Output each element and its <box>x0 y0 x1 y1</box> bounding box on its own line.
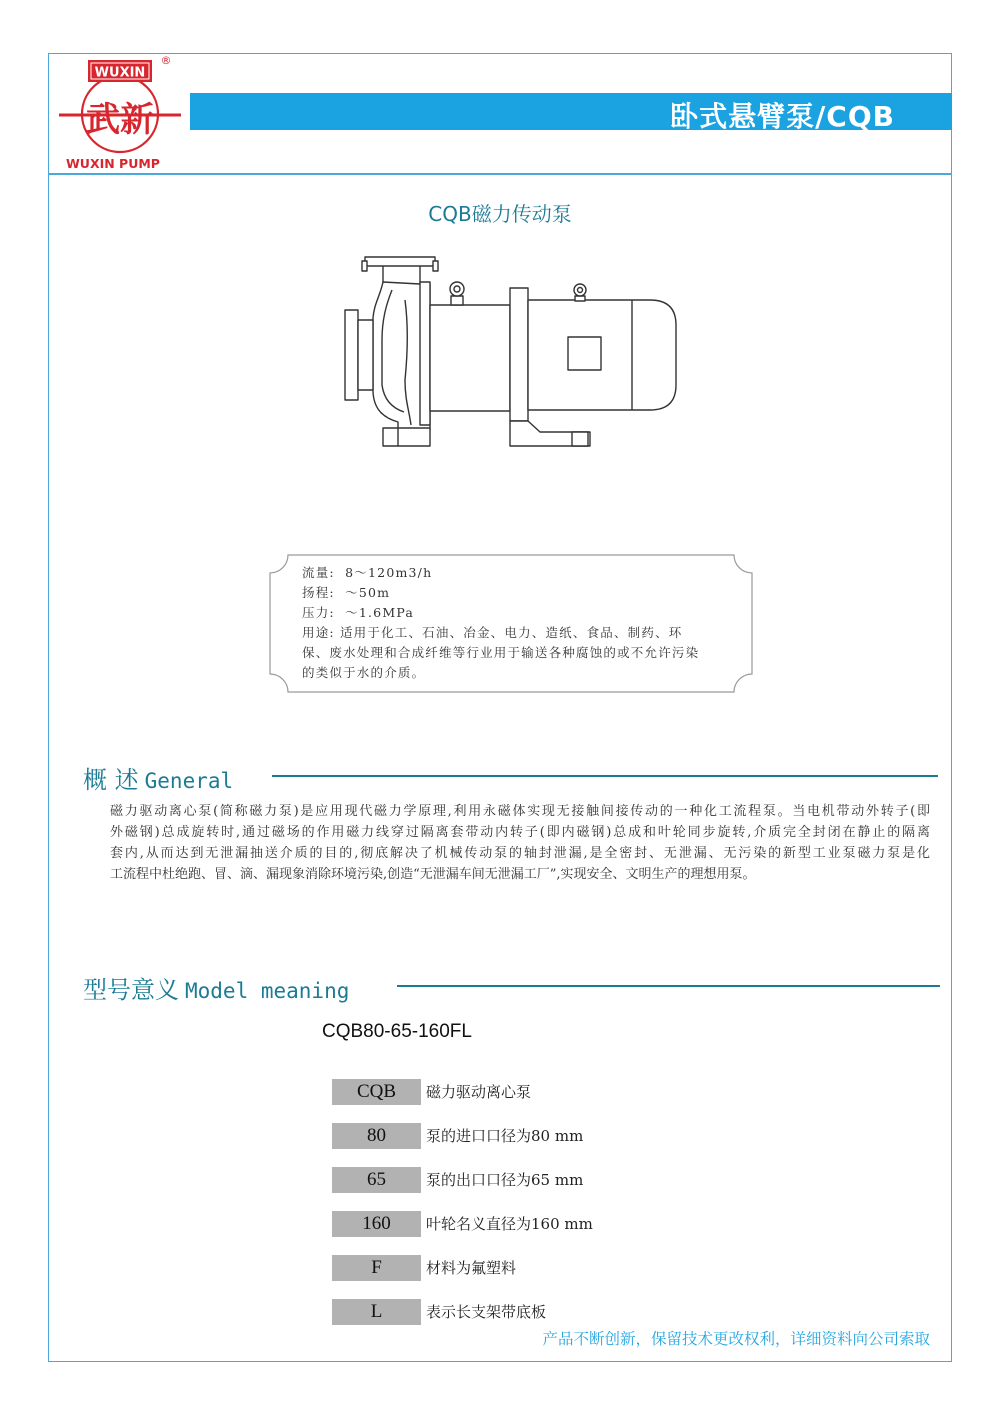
footer-note: 产品不断创新，保留技术更改权利，详细资料向公司索取 <box>542 1330 930 1348</box>
model-heading-en: Model meaning <box>185 979 350 1003</box>
model-meaning-cell: 材料为氟塑料 <box>426 1259 517 1277</box>
wuxin-logo <box>55 52 185 172</box>
model-meaning-cell: 叶轮名义直径为160 mm <box>426 1215 593 1233</box>
model-meaning-cell: 磁力驱动离心泵 <box>426 1083 532 1101</box>
motor-foot <box>510 421 590 446</box>
overview-line-4: 工流程中杜绝跑、冒、滴、漏现象消除环境污染,创造“无泄漏车间无泄漏工厂”,实现安全、文明生产的理想用泵。 <box>110 867 756 882</box>
overview-heading-en: General <box>144 769 234 793</box>
overview-line-2: 外磁钢)总成旋转时,通过磁场的作用磁力线穿过隔离套带动内转子(即内磁钢)总成和叶轮同步旋转,介质完全封闭在静止的隔离 <box>110 825 930 840</box>
spec-flow: 流量: 8～120m3/h <box>302 565 433 580</box>
spec-pressure: 压力: ～1.6MPa <box>302 605 415 620</box>
model-meaning-cell: 表示长支架带底板 <box>426 1303 547 1321</box>
model-code-cell: F <box>332 1255 421 1281</box>
model-rule <box>397 985 940 987</box>
logo-banner-text: WUXIN <box>94 65 146 81</box>
header-divider <box>48 173 952 175</box>
model-code: CQB80-65-160FL <box>322 1021 472 1042</box>
model-code-cell: CQB <box>332 1079 421 1105</box>
logo-tagline: WUXIN PUMP <box>66 156 160 171</box>
model-code-cell: 160 <box>332 1211 421 1237</box>
suction-flange <box>345 310 373 400</box>
magnetic-drive-pump-drawing-icon <box>340 245 685 455</box>
discharge-flange <box>362 257 438 284</box>
model-code-cell: 80 <box>332 1123 421 1149</box>
model-code-cell: 65 <box>332 1167 421 1193</box>
junction-box <box>568 337 601 370</box>
motor <box>528 300 676 410</box>
bracket-housing <box>430 305 510 411</box>
overview-heading <box>83 760 233 795</box>
spec-head: 扬程: ～50m <box>302 585 391 600</box>
model-code-cell: L <box>332 1299 421 1325</box>
product-title: CQB磁力传动泵 <box>428 202 572 226</box>
overview-heading-cn: 概 述 <box>83 766 139 794</box>
header-bar <box>190 93 952 133</box>
pump-casing <box>373 282 430 430</box>
logo-mark-text: 武新 <box>86 100 154 140</box>
header-title: 卧式悬臂泵/CQB <box>670 100 895 133</box>
overview-line-1: 磁力驱动离心泵(简称磁力泵)是应用现代磁力学原理,利用永磁体实现无接触间接传动的一种化工流程泵。当电机带动外转子(即 <box>110 804 930 819</box>
spec-usage-line-1: 用途: 适用于化工、石油、冶金、电力、造纸、食品、制药、环 <box>302 625 683 640</box>
model-heading <box>83 970 349 1005</box>
overview-rule <box>272 775 938 777</box>
lifting-eye-left-icon <box>450 282 464 305</box>
pump-foot <box>383 428 430 446</box>
lifting-eye-right-icon <box>574 284 586 301</box>
motor-flange <box>510 288 528 421</box>
model-heading-cn: 型号意义 <box>83 976 179 1004</box>
spec-usage-line-3: 的类似于水的介质。 <box>302 665 426 680</box>
model-meaning-cell: 泵的出口口径为65 mm <box>426 1171 584 1189</box>
spec-usage-line-2: 保、废水处理和合成纤维等行业用于输送各种腐蚀的或不允许污染 <box>302 645 700 660</box>
overview-line-3: 套内,从而达到无泄漏抽送介质的目的,彻底解决了机械传动泵的轴封泄漏,是全密封、无泄漏、无污染的新型工业泵磁力泵是化 <box>110 846 930 861</box>
model-meaning-cell: 泵的进口口径为80 mm <box>426 1127 584 1145</box>
registered-mark: ® <box>160 54 172 67</box>
